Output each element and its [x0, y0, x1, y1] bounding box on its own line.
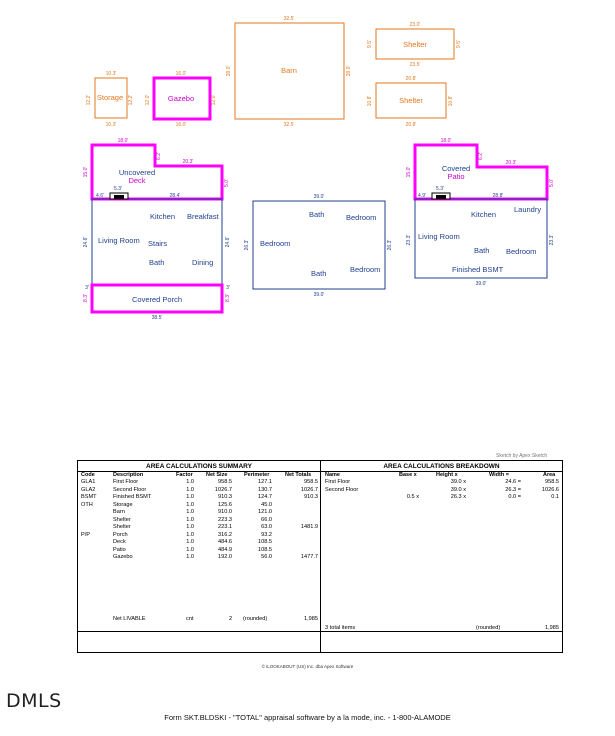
storage-dim-top: 10.3': [105, 71, 117, 77]
first-floor-plan: [83, 138, 231, 321]
summary-cell-description: First Floor: [113, 479, 139, 485]
summary-cell-description: Finished BSMT: [113, 494, 152, 500]
summary-cell-code: P/P: [81, 531, 91, 538]
barn-dim-left: 28.0': [226, 65, 232, 77]
summary-cell-factor: 1.0: [186, 486, 194, 493]
dim-label: 18.0': [117, 138, 129, 144]
dim-label: 20.3': [505, 160, 517, 166]
breakdown-cell-width: 26.3 =: [505, 486, 521, 493]
sketch-credit: Sketch by Apex Sketch: [496, 453, 548, 459]
summary-cell-code: GLA1: [81, 479, 96, 485]
room-label: Bath: [311, 269, 327, 278]
summary-cell-net-total: 958.5: [304, 479, 318, 485]
summary-cell-description: Storage: [113, 501, 133, 508]
shelter-bottom-dim-bottom: 20.8': [405, 122, 417, 128]
room-label: Living Room: [418, 232, 460, 241]
dim-label: 5.0': [224, 179, 230, 187]
storage-label: Storage: [96, 93, 124, 102]
patio-label-2: Patio: [447, 172, 465, 181]
deck-label-2: Deck: [128, 176, 146, 185]
basement-plan: [406, 138, 555, 287]
summary-cell-net-size: 1026.7: [214, 486, 232, 493]
summary-cell-factor: 1.0: [186, 546, 194, 553]
shelter-top-dim-bottom: 23.5': [409, 62, 421, 68]
room-label: Finished BSMT: [452, 265, 504, 274]
summary-cell-perimeter: 45.0: [261, 501, 272, 508]
dim-label: 8.3': [83, 294, 89, 302]
summary-cell-factor: 1.0: [186, 479, 194, 485]
summary-cell-net-size: 316.2: [218, 531, 232, 538]
dim-label: 24.6': [225, 236, 231, 248]
room-label: Bath: [149, 258, 165, 267]
breakdown-cell-base: 0.5 x: [406, 494, 419, 500]
summary-cell-net-size: 192.0: [218, 554, 232, 560]
room-label: Dining: [192, 258, 214, 267]
room-label: Bath: [309, 210, 325, 219]
summary-cell-description: Deck: [113, 539, 126, 545]
area-calculations-box: [77, 460, 563, 653]
summary-cell-factor: 1.0: [186, 516, 194, 523]
summary-cell-perimeter: 63.0: [261, 524, 272, 530]
dim-label: 4.6': [96, 193, 104, 199]
form-footer: Form SKT.BLDSKI - "TOTAL" appraisal software by a la mode, inc. - 1-800-ALAMODE: [164, 713, 451, 722]
breakdown-cell-height: 39.0 x: [450, 479, 466, 485]
summary-cell-perimeter: 66.0: [261, 516, 272, 523]
patio-label-1: Covered: [441, 164, 471, 173]
dim-label: 28.8': [492, 193, 504, 199]
gazebo-structure: [145, 71, 217, 128]
summary-cell-perimeter: 121.0: [258, 509, 272, 515]
summary-cell-net-size: 910.0: [218, 509, 232, 515]
summary-cell-net-size: 958.5: [218, 479, 232, 485]
dim-label: 15.0': [83, 166, 89, 178]
summary-cell-net-size: 223.1: [218, 524, 232, 530]
breakdown-cell-area: 0.1: [551, 494, 559, 500]
summary-bottom-rule: [78, 631, 320, 632]
shelter-top-dim-top: 23.0': [409, 22, 421, 28]
dim-label: 23.3': [549, 234, 555, 246]
dim-label: 6.2': [156, 152, 162, 160]
dim-label: 24.6': [83, 236, 89, 248]
summary-cell-net-size: 484.9: [218, 546, 232, 553]
breakdown-header-base: Base x: [399, 472, 417, 478]
net-livable-label: Net LIVABLE: [113, 616, 146, 622]
shelter-top-dim-right: 9.5': [456, 40, 462, 48]
dmls-watermark: DMLS: [6, 690, 62, 712]
dim-label: 39.0': [313, 292, 325, 298]
deck-stairs-fill: [114, 195, 124, 199]
gazebo-dim-right: 12.0': [211, 94, 217, 106]
summary-cell-description: Shelter: [113, 524, 131, 530]
summary-cell-factor: 1.0: [186, 531, 194, 538]
breakdown-cell-height: 26.3 x: [450, 494, 466, 500]
summary-cell-description: Gazebo: [113, 554, 133, 560]
dim-label: 18.0': [440, 138, 452, 144]
breakdown-total: 1,985: [545, 625, 559, 631]
summary-cell-net-total: 1026.7: [300, 486, 318, 493]
shelter-top-dim-left: 9.5': [367, 40, 373, 48]
summary-cell-net-size: 484.6: [218, 539, 232, 545]
patio-stairs-fill: [436, 195, 446, 199]
room-label: Bath: [474, 246, 490, 255]
breakdown-total-items: 3 total items: [325, 625, 356, 631]
breakdown-cell-name: First Floor: [325, 479, 351, 485]
room-label: Living Room: [98, 236, 140, 245]
breakdown-bottom-rule: [321, 631, 562, 632]
shelter-bottom-dim-left: 10.8': [367, 95, 373, 107]
breakdown-header-name: Name: [325, 472, 340, 478]
dim-label: 8.3': [225, 294, 231, 302]
summary-header-description: Description: [113, 472, 144, 478]
dim-label: 15.0': [406, 166, 412, 178]
breakdown-cell-height: 39.0 x: [450, 486, 466, 493]
net-livable-cnt: cnt: [186, 616, 194, 622]
breakdown-header-width: Width =: [489, 472, 509, 478]
barn-dim-right: 28.0': [346, 65, 352, 77]
breakdown-cell-area: 958.5: [545, 479, 559, 485]
room-label: Kitchen: [471, 210, 497, 219]
summary-cell-net-total: 910.3: [304, 494, 318, 500]
summary-cell-factor: 1.0: [186, 509, 194, 515]
summary-cell-net-total: 1481.9: [300, 524, 318, 530]
area-summary-section: [78, 461, 321, 652]
shelter-bottom-label: Shelter: [399, 96, 423, 105]
summary-cell-perimeter: 130.7: [258, 486, 272, 493]
barn-dim-bottom: 32.5': [283, 122, 295, 128]
shelter-bottom-dim-right: 10.8': [448, 95, 454, 107]
dim-label: 6.2': [478, 152, 484, 160]
shelter-top-label: Shelter: [403, 40, 427, 49]
barn-dim-top: 32.5': [283, 16, 295, 22]
summary-cell-factor: 1.0: [186, 539, 194, 545]
summary-header-perimeter: Perimeter: [244, 472, 270, 478]
summary-cell-code: GLA2: [81, 486, 96, 493]
summary-cell-perimeter: 108.5: [258, 546, 272, 553]
dim-label: 26.3': [244, 239, 250, 251]
summary-cell-perimeter: 93.2: [261, 531, 272, 538]
dim-label: 39.0': [313, 194, 325, 200]
summary-cell-description: Second Floor: [113, 486, 147, 493]
dim-label: 3': [226, 285, 230, 291]
dim-label: 5.3': [114, 186, 122, 192]
dim-label: 3': [85, 285, 89, 291]
room-label: Stairs: [148, 239, 168, 248]
summary-cell-factor: 1.0: [186, 524, 194, 530]
dim-label: 4.9': [418, 193, 426, 199]
room-label: Bedroom: [350, 265, 381, 274]
shelter-bottom-structure: [367, 76, 454, 128]
summary-title: AREA CALCULATIONS SUMMARY: [78, 462, 320, 472]
gazebo-dim-bottom: 16.0': [175, 122, 187, 128]
summary-cell-net-size: 125.6: [218, 501, 232, 508]
dim-label: 20.3': [182, 159, 194, 165]
room-label: Bedroom: [506, 247, 537, 256]
summary-cell-net-total: 1477.7: [300, 554, 318, 560]
room-label: Breakfast: [187, 212, 219, 221]
breakdown-header-area: Area: [543, 472, 556, 478]
summary-cell-perimeter: 56.0: [261, 554, 272, 560]
floor-plan-sketch: [0, 0, 615, 330]
dim-label: 23.3': [406, 234, 412, 246]
breakdown-title: AREA CALCULATIONS BREAKDOWN: [321, 462, 562, 472]
net-livable-total: 1,985: [304, 616, 318, 622]
dim-label: 39.0': [475, 281, 487, 287]
summary-cell-description: Barn: [113, 509, 125, 515]
second-floor-plan: [244, 194, 393, 298]
breakdown-header-height: Height x: [436, 472, 458, 478]
room-label: Laundry: [514, 205, 542, 214]
summary-cell-description: Shelter: [113, 516, 131, 523]
shelter-top-structure: [367, 22, 462, 68]
gazebo-dim-top: 16.0': [175, 71, 187, 77]
summary-header-net-totals: Net Totals: [285, 472, 312, 478]
dim-label: 5.0': [549, 179, 555, 187]
summary-cell-code: OTH: [81, 501, 93, 508]
shelter-bottom-dim-top: 20.8': [405, 76, 417, 82]
net-livable-count: 2: [229, 616, 233, 622]
net-livable-rounded: (rounded): [243, 616, 268, 622]
gazebo-dim-left: 12.0': [145, 94, 151, 106]
dim-label: 26.3': [387, 239, 393, 251]
room-label: Bedroom: [346, 213, 377, 222]
deck-label-1: Uncovered: [118, 168, 156, 177]
summary-cell-net-size: 910.3: [218, 494, 232, 500]
summary-cell-perimeter: 127.1: [258, 479, 272, 485]
breakdown-cell-area: 1026.6: [541, 486, 559, 493]
summary-cell-perimeter: 124.7: [258, 494, 272, 500]
summary-header-factor: Factor: [176, 472, 193, 478]
room-label: Bedroom: [260, 239, 291, 248]
summary-cell-description: Patio: [113, 546, 126, 553]
copyright-notice: © iLOOKABOUT (US) Inc. dba Apex Software: [261, 664, 354, 669]
summary-cell-factor: 1.0: [186, 494, 194, 500]
dim-label: 5.3': [436, 186, 444, 192]
storage-dim-left: 12.2': [86, 94, 92, 106]
summary-cell-factor: 1.0: [186, 554, 194, 560]
dim-label: 38.5': [151, 315, 163, 321]
summary-header-code: Code: [81, 472, 95, 478]
room-label: Kitchen: [150, 212, 176, 221]
breakdown-cell-width: 0.0 =: [508, 494, 521, 500]
porch-label: Covered Porch: [131, 295, 183, 304]
storage-structure: [86, 71, 134, 128]
dim-label: 28.4': [169, 193, 181, 199]
summary-cell-code: BSMT: [81, 494, 97, 500]
summary-cell-perimeter: 108.5: [258, 539, 272, 545]
storage-dim-bottom: 10.3': [105, 122, 117, 128]
summary-cell-factor: 1.0: [186, 501, 194, 508]
gazebo-label: Gazebo: [167, 94, 195, 103]
storage-dim-right: 12.2': [128, 94, 134, 106]
breakdown-cell-width: 24.6 =: [505, 479, 521, 485]
summary-header-net-size: Net Size: [206, 472, 228, 478]
summary-cell-net-size: 223.3: [218, 516, 232, 523]
barn-label: Barn: [281, 66, 297, 75]
area-breakdown-section: [321, 461, 562, 652]
summary-cell-description: Porch: [113, 531, 128, 538]
barn-structure: [226, 16, 352, 128]
breakdown-rounded: (rounded): [476, 625, 501, 631]
breakdown-cell-name: Second Floor: [325, 486, 359, 493]
